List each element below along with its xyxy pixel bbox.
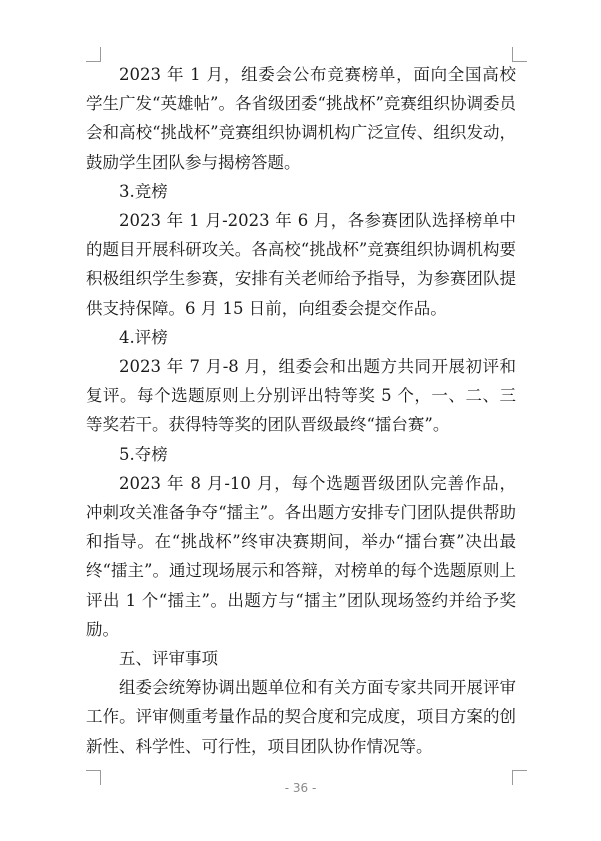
body-text bbox=[86, 60, 516, 761]
page-number: - 36 - bbox=[284, 781, 317, 795]
paragraph-win: 2023 年 8 月-10 月，每个选题晋级团队完善作品，冲刺攻关准备争夺“擂主”。各出题方安排专门团队提供帮助和指导。在“挑战杯”终审决赛期间，举办“擂台赛”决出最终“擂主”。通过现场展示和答辩，对榜单的每个选题原则上评出 1 个“擂主”。出题方与“擂主”团队现场签约并给予奖励。 bbox=[86, 473, 516, 639]
paragraph-evaluate: 2023 年 7 月-8 月，组委会和出题方共同开展初评和复评。每个选题原则上分别评出特等奖 5 个，一、二、三等奖若干。获得特等奖的团队晋级最终“擂台赛”。 bbox=[86, 357, 516, 435]
heading-win: 5.夺榜 bbox=[119, 444, 168, 464]
heading-compete: 3.竞榜 bbox=[119, 181, 168, 201]
section-heading-review: 五、评审事项 bbox=[119, 649, 218, 669]
heading-evaluate: 4.评榜 bbox=[119, 327, 168, 347]
paragraph-compete: 2023 年 1 月-2023 年 6 月，各参赛团队选择榜单中的题目开展科研攻关。各高校“挑战杯”竞赛组织协调机构要积极组织学生参赛，安排有关老师给予指导，为参赛团队提供支持保障。6 月 15 日前，向组委会提交作品。 bbox=[86, 211, 516, 318]
paragraph-list-publish: 2023 年 1 月，组委会公布竞赛榜单，面向全国高校学生广发“英雄帖”。各省级团委“挑战杯”竞赛组织协调委员会和高校“挑战杯”竞赛组织协调机构广泛宣传、组织发动，鼓励学生团队参与揭榜答题。 bbox=[86, 65, 516, 172]
paragraph-review: 组委会统筹协调出题单位和有关方面专家共同开展评审工作。评审侧重考量作品的契合度和完成度，项目方案的创新性、科学性、可行性，项目团队协作情况等。 bbox=[86, 678, 516, 756]
